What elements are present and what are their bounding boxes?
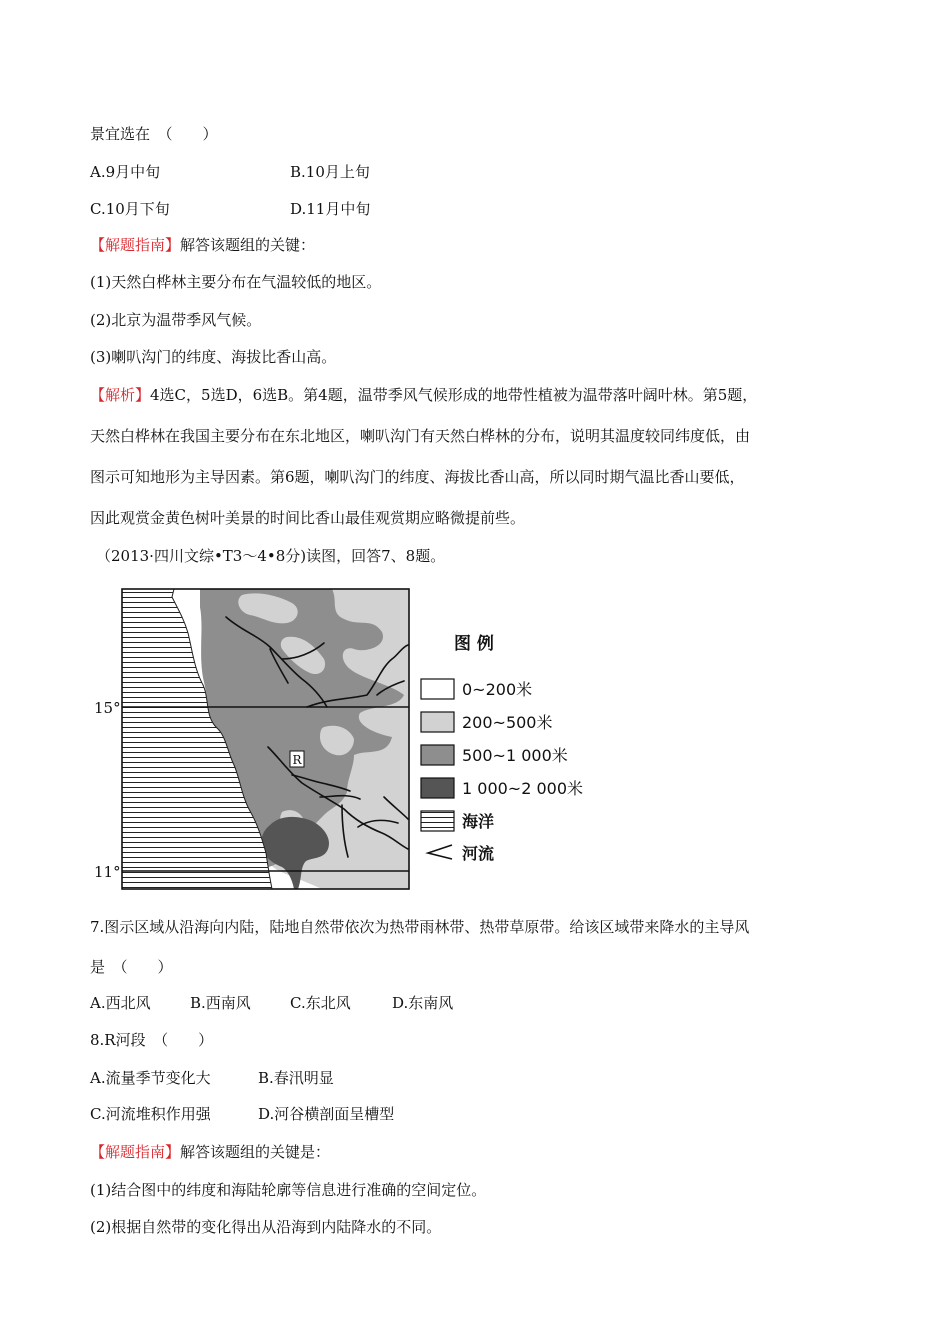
legend-swatch-sea: [421, 811, 454, 831]
topographic-map: [92, 587, 592, 897]
legend-label-river: 河流: [462, 844, 495, 863]
legend-label-1000-2000: 1 000~2 000米: [462, 779, 584, 798]
source-line: （2013·四川文综•T3～4•8分)读图，回答7、8题。: [96, 547, 446, 565]
analysis-line-2: 天然白桦林在我国主要分布在东北地区，喇叭沟门有天然白桦林的分布，说明其温度较同纬度低，由: [90, 427, 751, 445]
guide-1-tag: 【解题指南】: [90, 236, 181, 254]
analysis-line-3: 图示可知地形为主导因素。第6题，喇叭沟门的纬度、海拔比香山高，所以同时期气温比香山要低，: [90, 468, 745, 486]
legend-river-symbol: [428, 845, 452, 859]
guide-2-point-1: (1)结合图中的纬度和海陆轮廓等信息进行准确的空间定位。: [90, 1181, 487, 1199]
analysis-tag: 【解析】: [90, 386, 151, 404]
q6-option-a: A.9月中旬: [90, 163, 161, 181]
legend-swatch-1000-2000: [421, 778, 454, 798]
legend-title: 图 例: [454, 634, 494, 654]
guide-2-point-2: (2)根据自然带的变化得出从沿海到内陆降水的不同。: [90, 1218, 442, 1236]
guide-2-heading: [90, 1142, 330, 1162]
legend-swatch-0-200: [421, 679, 454, 699]
guide-1-intro: 解答该题组的关键：: [180, 236, 316, 254]
legend-swatch-500-1000: [421, 745, 454, 765]
analysis-line-4: 因此观赏金黄色树叶美景的时间比香山最佳观赏期应略微提前些。: [90, 509, 526, 527]
guide-1-heading: [90, 235, 315, 255]
guide-2-intro: 解答该题组的关键是：: [180, 1143, 331, 1161]
q8-option-a: A.流量季节变化大: [90, 1069, 211, 1087]
analysis-line-1: [90, 385, 757, 405]
latitude-label-15: 15°: [94, 699, 121, 717]
q6-option-c: C.10月下旬: [90, 200, 170, 218]
q8-option-b: B.春汛明显: [258, 1069, 334, 1087]
q7-stem-line-2: 是 （ ）: [90, 958, 173, 976]
guide-1-point-1: (1)天然白桦林主要分布在气温较低的地区。: [90, 273, 382, 291]
q8-option-c: C.河流堆积作用强: [90, 1105, 211, 1123]
q6-option-b: B.10月上旬: [290, 163, 370, 181]
analysis-text-1: 4选C，5选D，6选B。第4题，温带季风气候形成的地带性植被为温带落叶阔叶林。第5题，: [150, 386, 758, 404]
q7-option-d: D.东南风: [392, 994, 454, 1012]
q7-option-c: C.东北风: [290, 994, 351, 1012]
legend-label-sea: 海洋: [462, 812, 495, 831]
q8-option-d: D.河谷横剖面呈槽型: [258, 1105, 395, 1123]
legend-label-200-500: 200~500米: [462, 713, 553, 732]
q6-stem-tail: 景宜选在 （ ）: [90, 125, 218, 143]
q8-stem: 8.R河段 （ ）: [90, 1031, 214, 1049]
q7-stem-line-1: 7.图示区域从沿海向内陆，陆地自然带依次为热带雨林带、热带草原带。给该区域带来降水的主导风: [90, 918, 750, 936]
legend-label-500-1000: 500~1 000米: [462, 746, 568, 765]
q6-option-d: D.11月中旬: [290, 200, 371, 218]
guide-1-point-2: (2)北京为温带季风气候。: [90, 311, 262, 329]
guide-1-point-3: (3)喇叭沟门的纬度、海拔比香山高。: [90, 348, 337, 366]
latitude-label-11: 11°: [94, 863, 121, 881]
q7-option-b: B.西南风: [190, 994, 251, 1012]
guide-2-tag: 【解题指南】: [90, 1143, 181, 1161]
legend-label-0-200: 0~200米: [462, 680, 533, 699]
river-label: R: [292, 753, 302, 767]
q7-option-a: A.西北风: [90, 994, 151, 1012]
legend-swatch-200-500: [421, 712, 454, 732]
